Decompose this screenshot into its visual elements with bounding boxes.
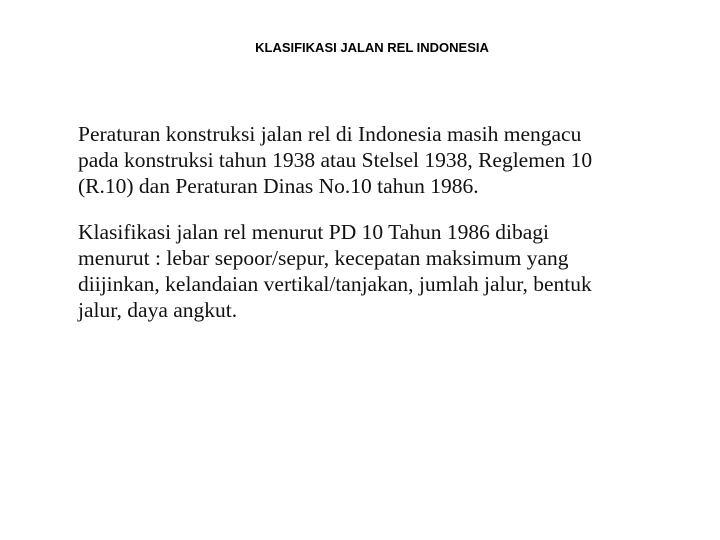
slide-body	[78, 121, 678, 343]
text-line: (R.10) dan Peraturan Dinas No.10 tahun 1986.	[78, 174, 479, 198]
text-line: Peraturan konstruksi jalan rel di Indonesia masih mengacu	[78, 122, 582, 146]
text-line: diijinkan, kelandaian vertikal/tanjakan, jumlah jalur, bentuk	[78, 272, 592, 296]
text-line: jalur, daya angkut.	[78, 298, 238, 322]
text-line: menurut : lebar sepoor/sepur, kecepatan maksimum yang	[78, 246, 569, 270]
text-line: Klasifikasi jalan rel menurut PD 10 Tahun 1986 dibagi	[78, 220, 550, 244]
paragraph-klasifikasi	[78, 219, 678, 323]
paragraph-peraturan	[78, 121, 678, 199]
text-line: pada konstruksi tahun 1938 atau Stelsel 1938, Reglemen 10	[78, 148, 593, 172]
slide-title: KLASIFIKASI JALAN REL INDONESIA	[255, 40, 489, 55]
